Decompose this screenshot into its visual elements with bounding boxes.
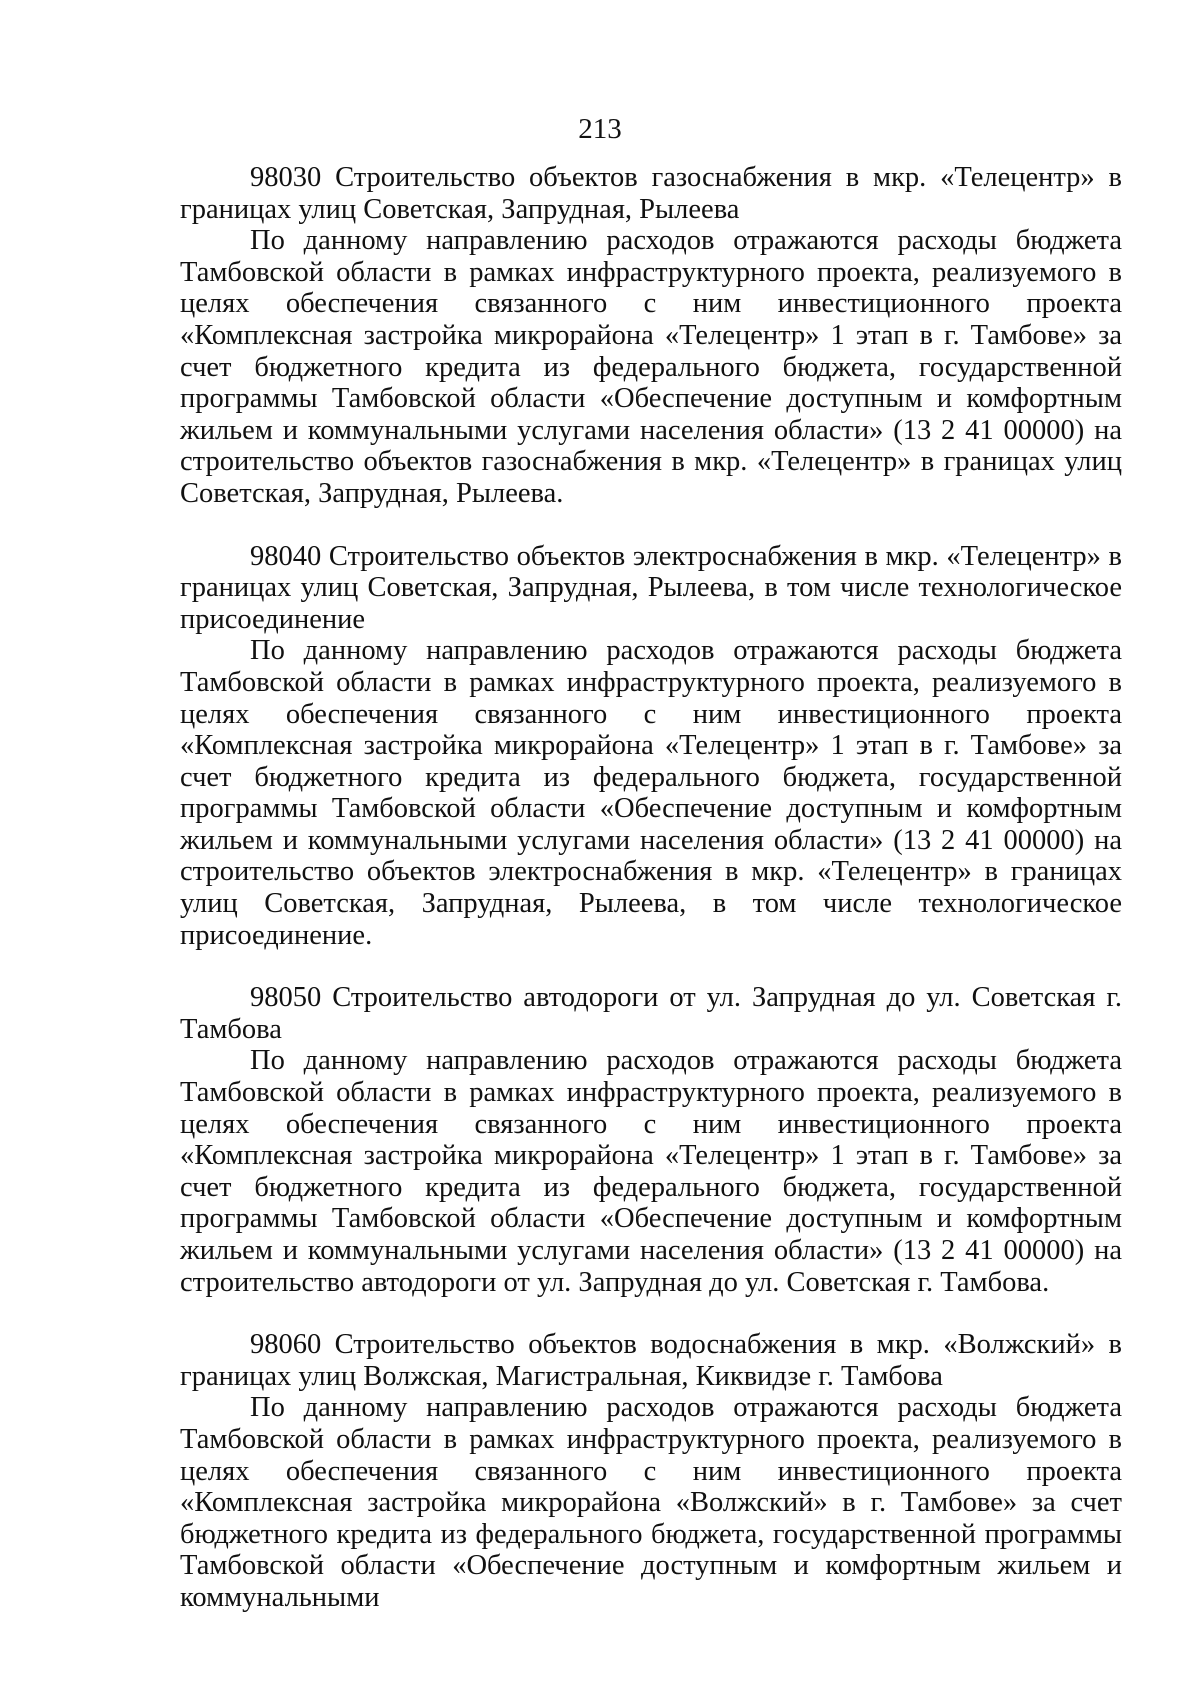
section-heading: 98030 Строительство объектов газоснабжения в мкр. «Телецентр» в границах улиц Советская, Запрудная, Рылеева	[180, 162, 1122, 225]
section-paragraph: По данному направлению расходов отражаются расходы бюджета Тамбовской области в рамках инфраструктурного проекта, реализуемого в целях обеспечения связанного с ним инвестиционного проекта «Комплексная застройка микрорайона «Волжский» в г. Тамбове» за счет бюджетного кредита из федерального бюджета, государственной программы Тамбовской области «Обеспечение доступным и комфортным жильем и коммунальными	[180, 1392, 1122, 1613]
section-paragraph: По данному направлению расходов отражаются расходы бюджета Тамбовской области в рамках инфраструктурного проекта, реализуемого в целях обеспечения связанного с ним инвестиционного проекта «Комплексная застройка микрорайона «Телецентр» 1 этап в г. Тамбове» за счет бюджетного кредита из федерального бюджета, государственной программы Тамбовской области «Обеспечение доступным и комфортным жильем и коммунальными услугами населения области» (13 2 41 00000) на строительство объектов электроснабжения в мкр. «Телецентр» в границах улиц Советская, Запрудная, Рылеева, в том числе технологическое присоединение.	[180, 635, 1122, 951]
section-98050	[180, 982, 1122, 1298]
section-paragraph: По данному направлению расходов отражаются расходы бюджета Тамбовской области в рамках инфраструктурного проекта, реализуемого в целях обеспечения связанного с ним инвестиционного проекта «Комплексная застройка микрорайона «Телецентр» 1 этап в г. Тамбове» за счет бюджетного кредита из федерального бюджета, государственной программы Тамбовской области «Обеспечение доступным и комфортным жильем и коммунальными услугами населения области» (13 2 41 00000) на строительство объектов газоснабжения в мкр. «Телецентр» в границах улиц Советская, Запрудная, Рылеева.	[180, 225, 1122, 509]
section-heading: 98040 Строительство объектов электроснабжения в мкр. «Телецентр» в границах улиц Советская, Запрудная, Рылеева, в том числе технологическое присоединение	[180, 540, 1122, 635]
section-98040	[180, 541, 1122, 952]
section-98060	[180, 1329, 1122, 1613]
section-98030	[180, 162, 1122, 510]
section-paragraph: По данному направлению расходов отражаются расходы бюджета Тамбовской области в рамках инфраструктурного проекта, реализуемого в целях обеспечения связанного с ним инвестиционного проекта «Комплексная застройка микрорайона «Телецентр» 1 этап в г. Тамбове» за счет бюджетного кредита из федерального бюджета, государственной программы Тамбовской области «Обеспечение доступным и комфортным жильем и коммунальными услугами населения области» (13 2 41 00000) на строительство автодороги от ул. Запрудная до ул. Советская г. Тамбова.	[180, 1045, 1122, 1298]
section-heading: 98060 Строительство объектов водоснабжения в мкр. «Волжский» в границах улиц Волжская, Магистральная, Киквидзе г. Тамбова	[180, 1329, 1122, 1392]
section-heading: 98050 Строительство автодороги от ул. Запрудная до ул. Советская г. Тамбова	[180, 982, 1122, 1045]
document-body	[180, 162, 1122, 1614]
page-number: 213	[578, 113, 622, 145]
